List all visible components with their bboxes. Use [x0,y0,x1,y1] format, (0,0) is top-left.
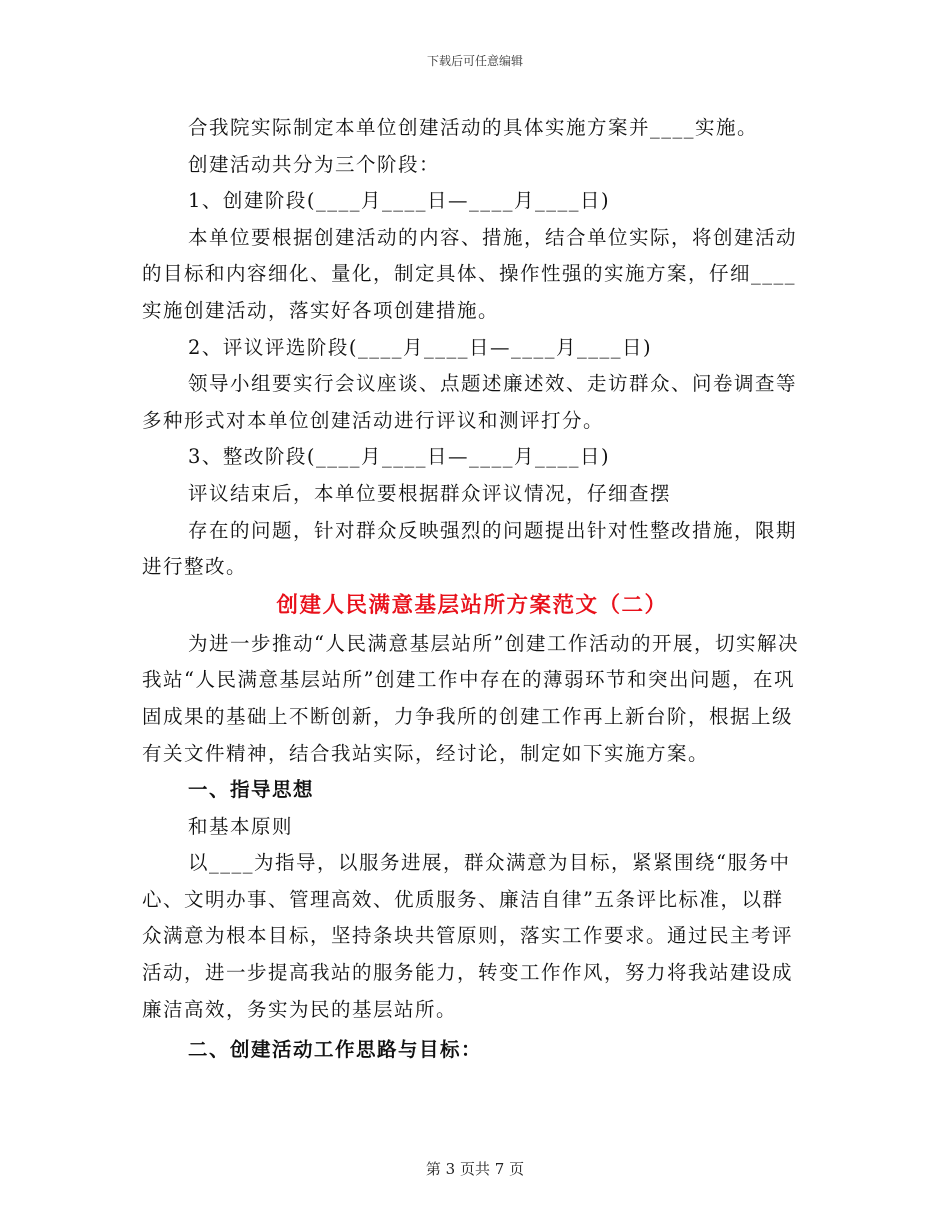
page-header: 下载后可任意编辑 [426,54,523,68]
stage-heading: 3、整改阶段(____月____日—____月____日) [188,445,611,469]
paragraph: 为进一步推动“人民满意基层站所”创建工作活动的开展，切实解决我站“人民满意基层站所”创建工作中存在的薄弱环节和突出问题，在巩固成果的基础上不断创新，力争我所的创建工作再上新台阶，根据上级有关文件精神，结合我站实际，经讨论，制定如下实施方案。 [142,631,799,765]
section-title: 创建人民满意基层站所方案范文（二） [276,592,668,618]
stage-heading: 1、创建阶段(____月____日—____月____日) [188,189,611,213]
paragraph: 本单位要根据创建活动的内容、措施，结合单位实际，将创建活动的目标和内容细化、量化，制定具体、操作性强的实施方案，仔细____实施创建活动，落实好各项创建措施。 [142,225,798,322]
stage-heading: 2、评议评选阶段(____月____日—____月____日) [188,335,653,359]
paragraph: 领导小组要实行会议座谈、点题述廉述效、走访群众、问卷调查等多种形式对本单位创建活动进行评议和测评打分。 [142,372,798,432]
paragraph: 存在的问题，针对群众反映强烈的问题提出针对性整改措施，限期进行整改。 [142,518,798,579]
paragraph: 和基本原则 [188,814,294,838]
paragraph: 评议结束后，本单位要根据群众评议情况，仔细查摆 [188,481,672,505]
paragraph: 创建活动共分为三个阶段： [188,152,441,176]
paragraph: 以____为指导，以服务进展，群众满意为目标，紧紧围绕“服务中心、文明办事、管理高效、优质服务、廉洁自律”五条评比标准，以群众满意为根本目标，坚持条块共管原则，落实工作要求。通过民主考评活动，进一步提高我站的服务能力，转变工作作风，努力将我站建设成廉洁高效，务实为民的基层站所。 [142,851,794,1021]
section-heading: 二、创建活动工作思路与目标： [188,1038,483,1062]
section-heading: 一、指导思想 [188,778,315,802]
page-footer: 第 3 页共 7 页 [425,1160,525,1178]
document-body [142,110,802,1069]
paragraph: 合我院实际制定本单位创建活动的具体实施方案并____实施。 [188,116,759,139]
